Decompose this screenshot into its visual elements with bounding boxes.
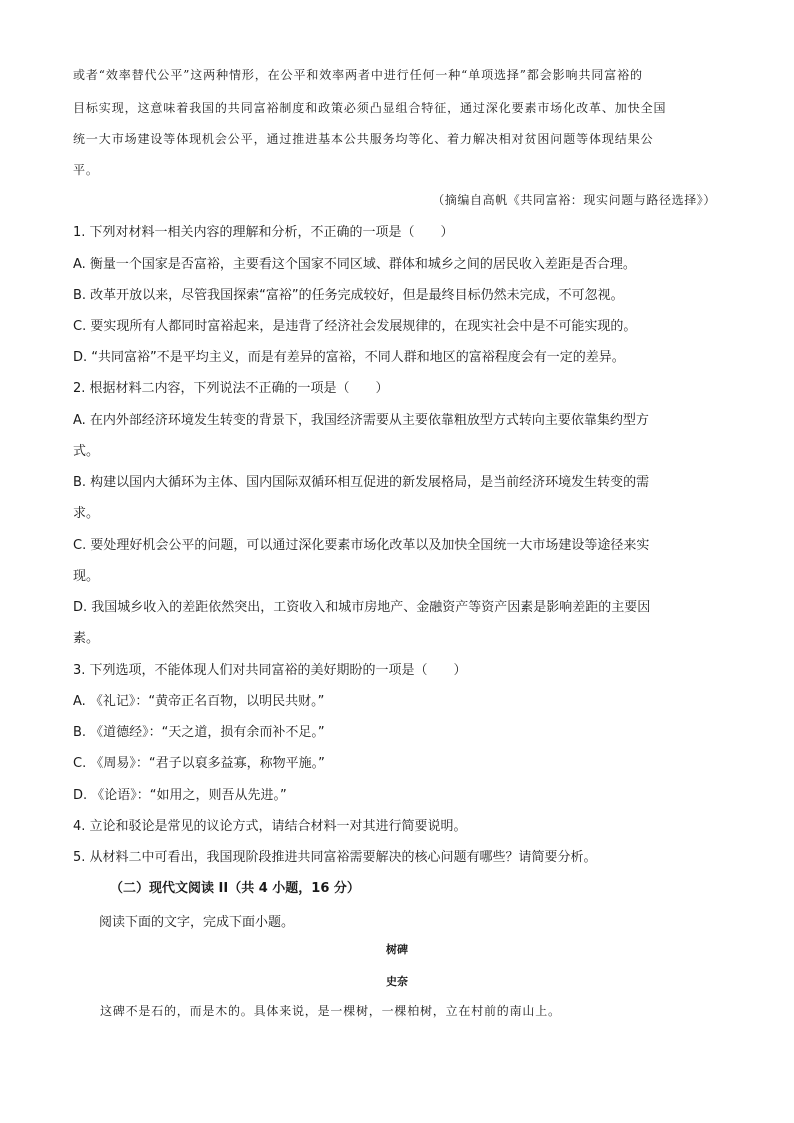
question-3-option-c: C. 《周易》：“君子以裒多益寡，称物平施。” <box>73 756 325 771</box>
material-source: （摘编自高帆《共同富裕：现实问题与路径选择》） <box>432 193 716 207</box>
material-line: 目标实现，这意味着我国的共同富裕制度和政策必须凸显组合特征，通过深化要素市场化改革、加快全国 <box>73 101 667 115</box>
question-1-option-a: A. 衡量一个国家是否富裕，主要看这个国家不同区域、群体和城乡之间的居民收入差距是否合理。 <box>73 257 636 272</box>
question-2-option-c-cont: 现。 <box>73 569 100 584</box>
question-2-option-d: D. 我国城乡收入的差距依然突出，工资收入和城市房地产、金融资产等资产因素是影响差距的主要因 <box>73 600 651 615</box>
question-1-stem: 1. 下列对材料一相关内容的理解和分析，不正确的一项是（ ） <box>73 225 454 240</box>
article-first-line: 这碑不是石的，而是木的。具体来说，是一棵树，一棵柏树，立在村前的南山上。 <box>100 1004 561 1018</box>
material-line: 统一大市场建设等体现机会公平，通过推进基本公共服务均等化、着力解决相对贫困问题等体现结果公 <box>73 132 654 146</box>
question-4: 4. 立论和驳论是常见的议论方式，请结合材料一对其进行简要说明。 <box>73 819 467 834</box>
reading-instruction: 阅读下面的文字，完成下面小题。 <box>99 915 295 930</box>
question-2-option-a-cont: 式。 <box>73 444 100 459</box>
material-line: 平。 <box>73 163 99 177</box>
question-2-option-c: C. 要处理好机会公平的问题，可以通过深化要素市场化改革以及加快全国统一大市场建设等途径来实 <box>73 538 650 553</box>
question-3-option-a: A. 《礼记》：“黄帝正名百物，以明民共财。” <box>73 694 325 709</box>
question-5: 5. 从材料二中可看出，我国现阶段推进共同富裕需要解决的核心问题有哪些？请简要分析。 <box>73 850 597 865</box>
question-1-option-c: C. 要实现所有人都同时富裕起来，是违背了经济社会发展规律的，在现实社会中是不可能实现的。 <box>73 319 637 334</box>
question-2-option-a: A. 在内外部经济环境发生转变的背景下，我国经济需要从主要依靠粗放型方式转向主要依靠集约型方 <box>73 413 649 428</box>
question-3-option-d: D. 《论语》：“如用之，则吾从先进。” <box>73 788 287 803</box>
question-1-option-d: D. “共同富裕”不是平均主义，而是有差异的富裕，不同人群和地区的富裕程度会有一定的差异。 <box>73 350 625 365</box>
question-2-option-b-cont: 求。 <box>73 506 100 521</box>
material-line: 或者“效率替代公平”这两种情形，在公平和效率两者中进行任何一种“单项选择”都会影响共同富裕的 <box>73 68 643 82</box>
question-3-stem: 3. 下列选项，不能体现人们对共同富裕的美好期盼的一项是（ ） <box>73 663 467 678</box>
question-1-option-b: B. 改革开放以来，尽管我国探索“富裕”的任务完成较好，但是最终目标仍然未完成，不可忽视。 <box>73 288 624 303</box>
section-heading: （二）现代文阅读 II（共 4 小题，16 分） <box>110 881 360 896</box>
question-2-option-d-cont: 素。 <box>73 631 100 646</box>
question-3-option-b: B. 《道德经》：“天之道，损有余而补不足。” <box>73 725 325 740</box>
question-2-option-b: B. 构建以国内大循环为主体、国内国际双循环相互促进的新发展格局，是当前经济环境发生转变的需 <box>73 475 650 490</box>
article-title: 树碑 <box>386 943 408 956</box>
question-2-stem: 2. 根据材料二内容，下列说法不正确的一项是（ ） <box>73 381 389 396</box>
article-author: 史奈 <box>386 975 408 988</box>
